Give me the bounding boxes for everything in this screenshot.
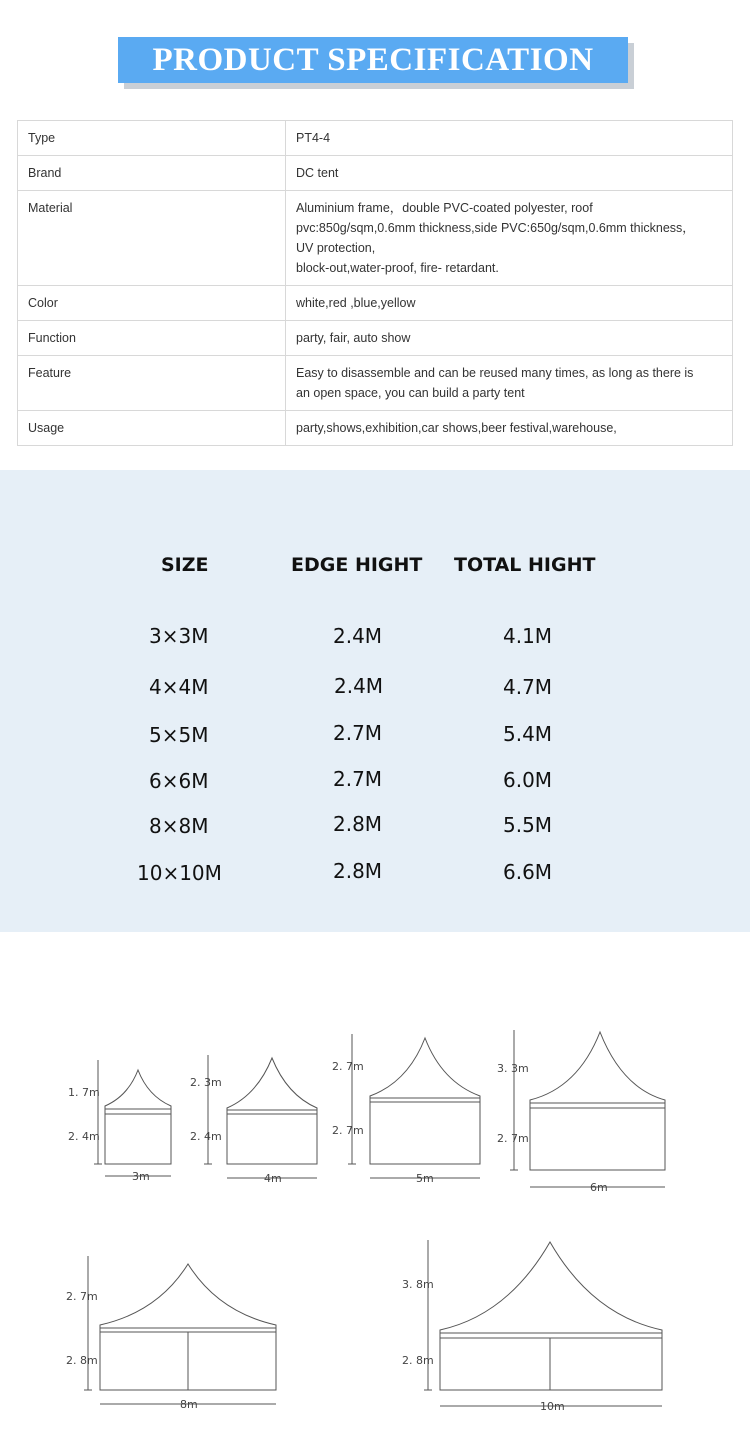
spec-table <box>17 120 733 446</box>
tent-3m <box>68 1060 171 1183</box>
spec-key: Color <box>18 286 286 321</box>
size-cell: 8×8M <box>149 814 209 838</box>
size-cell: 5×5M <box>149 723 209 747</box>
tent-dimension-diagram <box>40 1010 720 1430</box>
edge-cell: 2.4M <box>333 624 383 648</box>
roof-height-label: 3. 3m <box>497 1062 529 1075</box>
width-label: 8m <box>180 1398 198 1411</box>
roof-height-label: 2. 3m <box>190 1076 222 1089</box>
spec-key: Material <box>18 191 286 286</box>
edge-cell: 2.7M <box>333 721 383 745</box>
size-cell: 10×10M <box>137 861 222 885</box>
spec-value: party, fair, auto show <box>286 321 733 356</box>
tent-5m <box>332 1034 480 1185</box>
spec-key: Usage <box>18 411 286 446</box>
spec-key: Type <box>18 121 286 156</box>
tent-8m <box>66 1256 276 1411</box>
size-cell: 3×3M <box>149 624 209 648</box>
total-cell: 6.6M <box>503 860 553 884</box>
width-label: 3m <box>132 1170 150 1183</box>
spec-value: DC tent <box>286 156 733 191</box>
edge-cell: 2.8M <box>333 859 383 883</box>
width-label: 6m <box>590 1181 608 1194</box>
spec-key: Function <box>18 321 286 356</box>
table-row <box>18 321 733 356</box>
table-row <box>18 286 733 321</box>
tent-4m <box>190 1055 317 1185</box>
edge-height-label: 2. 7m <box>332 1124 364 1137</box>
edge-cell: 2.7M <box>333 767 383 791</box>
edge-height-label: 2. 4m <box>190 1130 222 1143</box>
roof-height-label: 2. 7m <box>332 1060 364 1073</box>
spec-value: Aluminium frame，double PVC-coated polyester, roof pvc:850g/sqm,0.6mm thickness,side PVC:650g/sqm,0.6mm thickness， UV protection, block-out,water-proof, fire- retardant. <box>286 191 733 286</box>
width-label: 10m <box>540 1400 565 1413</box>
roof-height-label: 2. 7m <box>66 1290 98 1303</box>
width-label: 4m <box>264 1172 282 1185</box>
roof-height-label: 3. 8m <box>402 1278 434 1291</box>
spec-value: Easy to disassemble and can be reused many times, as long as there is an open space, you can build a party tent <box>286 356 733 411</box>
size-header: SIZE <box>161 554 209 576</box>
spec-value: PT4-4 <box>286 121 733 156</box>
table-row <box>18 411 733 446</box>
spec-value: white,red ,blue,yellow <box>286 286 733 321</box>
table-row <box>18 156 733 191</box>
banner-title: PRODUCT SPECIFICATION <box>118 37 628 83</box>
edge-height-label: 2. 7m <box>497 1132 529 1145</box>
size-cell: 4×4M <box>149 675 209 699</box>
edge-cell: 2.8M <box>333 812 383 836</box>
total-cell: 4.7M <box>503 675 553 699</box>
total-cell: 5.5M <box>503 813 553 837</box>
edge-height-label: 2. 8m <box>402 1354 434 1367</box>
table-row <box>18 191 733 286</box>
roof-height-label: 1. 7m <box>68 1086 100 1099</box>
size-panel <box>0 470 750 932</box>
table-row <box>18 121 733 156</box>
width-label: 5m <box>416 1172 434 1185</box>
edge-height-label: 2. 8m <box>66 1354 98 1367</box>
total-cell: 6.0M <box>503 768 553 792</box>
spec-key: Feature <box>18 356 286 411</box>
edge-height-header: EDGE HIGHT <box>291 554 423 576</box>
table-row <box>18 356 733 411</box>
edge-height-label: 2. 4m <box>68 1130 100 1143</box>
tent-10m <box>402 1240 662 1413</box>
spec-banner <box>118 37 634 89</box>
size-cell: 6×6M <box>149 769 209 793</box>
total-cell: 5.4M <box>503 722 553 746</box>
total-cell: 4.1M <box>503 624 553 648</box>
total-height-header: TOTAL HIGHT <box>454 554 596 576</box>
spec-value: party,shows,exhibition,car shows,beer festival,warehouse, <box>286 411 733 446</box>
edge-cell: 2.4M <box>334 674 384 698</box>
tent-6m <box>497 1030 665 1194</box>
spec-key: Brand <box>18 156 286 191</box>
